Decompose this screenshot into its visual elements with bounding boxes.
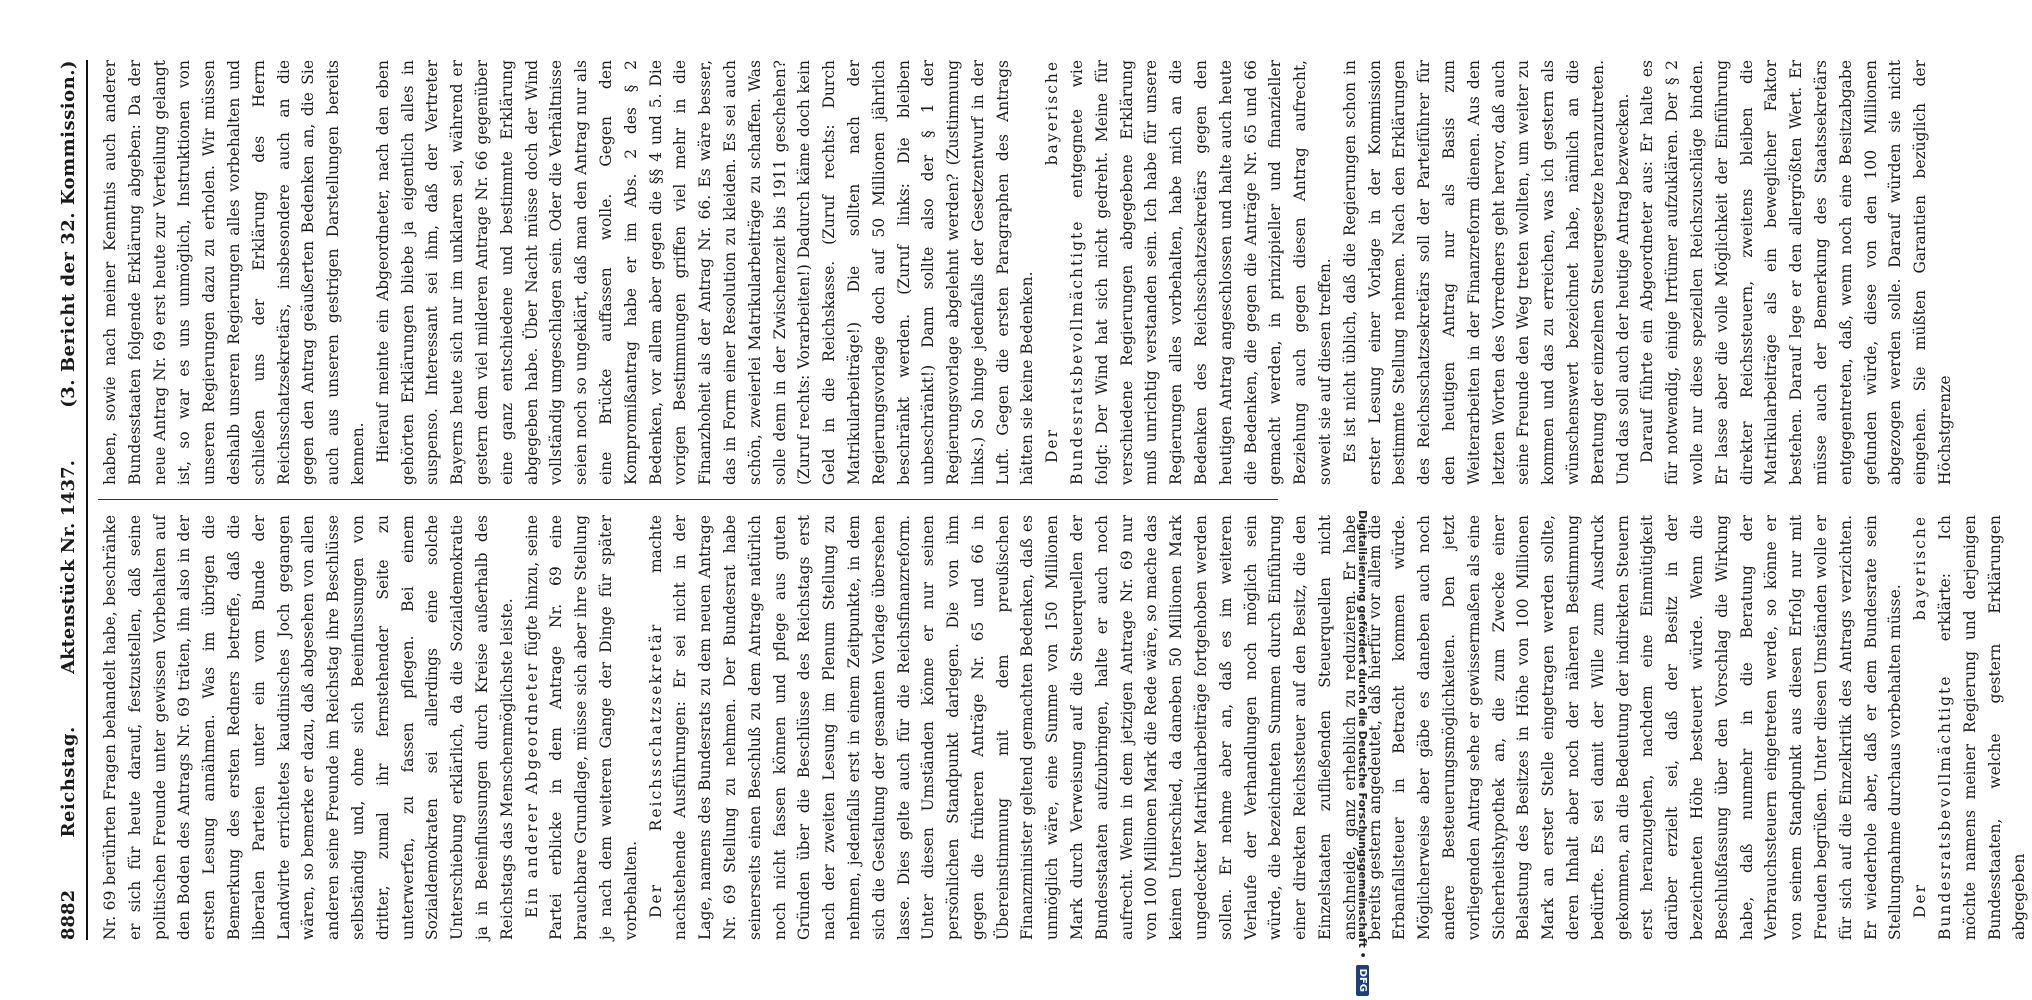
paragraph <box>1635 60 1957 485</box>
paragraph-text: erklärte: Ich möchte namens meiner Regierung und derjenigen Bundesstaaten, welche gestern Erklärungen abgegeben <box>1935 515 2029 940</box>
paragraph: Es ist nicht üblich, daß die Regierungen schon in erster Lesung einer Vorlage in der Kommission bestimmte Stellung nehmen. Nach den Erklärungen des Reichsschatzsekretärs soll der Parteiführer für den heutigen Antrag nur als Basis zum Weiterarbeiten in der Finanzreform dienen. Aus den letzten Worten des Vorredners geht hervor, daß auch seine Freunde den Weg treten wollten, um weiter zu kommen und das zu erreichen, was ich gestern als wünschenswert bezeichnet habe, nämlich an die Beratung der einzelnen Steuergesetze heranzutreten. Und das soll auch der heutige Antrag bezwecken. <box>1340 60 1632 485</box>
paragraph: Hierauf meinte ein Abgeordneter, nach den eben gehörten Erklärungen bliebe ja eigentlich alles in suspenso. Interessant sei ihm, daß der Vertreter Bayerns heute sich nur im unklaren sei, während er gestern dem viel milderen Antrage Nr. 66 gegenüber eine ganz entschiedene und bestimmte Erklärung abgegeben habe. Über Nacht müsse doch der Wind vollständig umgeschlagen sein. Oder die Verhältnisse seien noch so ungeklärt, daß man den Antrag nur als eine Brücke auffassen wolle. Gegen den Kompromißantrag habe er im Abs. 2 des § 2 Bedenken, vor allem aber gegen die §§ 4 und 5. Die vorigen Bestimmungen griffen viel mehr in die Finanzhoheit als der Antrag Nr. 66. Es wäre besser, das in Form einer Resolution zu kleiden. Es sei auch schön, zweierlei Matrikularbeiträge zu schaffen. Was solle denn in der Zwischenzeit bis 1911 geschehen? (Zuruf rechts: Vorarbeiten!) Dadurch käme doch kein Geld in die Reichskasse. (Zuruf rechts: Durch Matrikularbeiträge!) Die sollten nach der Regierungsvorlage doch auf 50 Millionen jährlich beschränkt werden. (Zuruf links: Die bleiben unbeschränkt!) Dann sollte also der § 1 der Regierungsvorlage abgelehnt werden? (Zustimmung links.) So hinge jedenfalls der Gesetzentwurf in der Luft. Gegen die ersten Paragraphen des Antrags hätten sie keine Bedenken. <box>373 60 1037 485</box>
dfg-logo: DFG <box>1357 965 1370 996</box>
speaker: Der bayerische Bundesratsbevollmächtigte <box>1043 60 1087 485</box>
paragraph-text: machte nachstehende Ausführungen: Er sei nicht in der Lage, namens des Bundesrats zu dem neuen Antrage Nr. 69 Stellung zu nehmen. Der Bundesrat habe seinerseits einen Beschluß zu dem Antrage natürlich noch nicht fassen können und pflege aus guten Gründen über die Beschlüsse des Reichstags erst nach der zweiten Lesung im Plenum Stellung zu nehmen, jedenfalls erst in einem Zeitpunkte, in dem sich die Gestaltung der gesamten Vorlage übersehen lasse. Dies gelte auch für die Reichsfinanzreform. Unter diesen Umständen könne er nur seinen persönlichen Standpunkt darlegen. Die von ihm gegen die früheren Anträge Nr. 65 und 66 in Übereinstimmung mit dem preußischen Finanzminister geltend gemachten Bedenken, daß es unmöglich wäre, eine Summe von 150 Millionen Mark durch Verweisung auf die Steuerquellen der Bundesstaaten aufzubringen, halte er auch noch aufrecht. Wenn in dem jetzigen Antrage Nr. 69 nur von 100 Millionen Mark die Rede wäre, so mache das keinen Unterschied, da daneben 50 Millionen Mark ungedeckter Matrikularbeiträge fortgehoben werden sollen. Er nehme aber an, daß es im weiteren Verlaufe der Verhandlungen noch möglich sein würde, die bezeichneten Summen durch Einführung einer direkten Reichssteuer auf den Besitz, die den Einzelstaaten zufließenden Steuerquellen nicht anschneide, ganz erheblich zu reduzieren. Er habe bereits gestern angedeutet, daß hierfür vor allem die Erbanfallsteuer in Betracht kommen würde. Möglicherweise aber gäbe es daneben auch noch andere Besteuerungsmöglichkeiten. Den jetzt vorliegenden Antrag sehe er gewissermaßen als eine Sicherheitshypothek an, die zum Zwecke einer Belastung des Besitzes in Höhe von 100 Millionen Mark an erster Stelle eingetragen werden sollte, deren Inhalt aber noch der näheren Bestimmung bedürfte. Es sei damit der Wille zum Ausdruck gekommen, an die Bedeutung der indirekten Steuern erst heranzugehen, nachdem eine Einmütigkeit darüber erzielt sei, daß der Besitz in der bezeichneten Höhe besteuert würde. Wenn die Beschlußfassung über den Vorschlag die Wirkung habe, daß nunmehr in die Beratung der Verbrauchssteuern eingetreten werde, so könne er von seinem Standpunkt aus diesen Erfolg nur mit Freuden begrüßen. Unter diesen Umständen wolle er für sich auf die Einzelkritik des Antrags verzichten. Er wiederhole aber, daß er dem Bundesrate sein Stellungnahme durchaus vorbehalten müsse. <box>646 515 1905 940</box>
paragraph-text: Er halte es für notwendig, einige Irrtümer aufzuklären. Der § 2 wolle nur diese speziellen Reichszuschläge binden. Er lasse aber die volle Möglichkeit der Einführung direkter Reichssteuern, zweitens bleiben die Matrikularbeiträge als ein beweglicher Faktor bestehen. Darauf lege er den allergrößten Wert. Er müsse auch der Bemerkung des Staatssekretärs entgegentreten, daß, wenn noch eine Besitzabgabe gefunden würde, diese von den 100 Millionen abgezogen werden solle. Darauf würden sie nicht eingehen. Sie müßten Garantien bezüglich der Höchstgrenze <box>1638 60 1954 485</box>
digitization-credit <box>1351 6 1375 996</box>
header-document-number: Aktenstück Nr. 1437. <box>58 460 79 674</box>
paragraph: haben, sowie nach meiner Kenntnis auch anderer Bundesstaaten folgende Erklärung abgeben: Da der neue Antrag Nr. 69 erst heute zur Verteilung gelangt ist, so war es uns unmöglich, Instruktionen von unseren Regierungen dazu zu erholen. Wir müssen deshalb unseren Regierungen alles vorbehalten und schließen uns der Erklärung des Herrn Reichsschatzsekretärs, insbesondere auch an die gegen den Antrag geäußerten Bedenken an, die Sie auch aus unseren gestrigen Darstellungen bereits kennen. <box>101 60 367 485</box>
paragraph-text: fügte hinzu, seine Partei erblicke in dem Antrage Nr. 69 eine brauchbare Grundlage, müsse sich aber ihre Stellung je nach dem weiteren Gange der Dinge für später vorbehalten. <box>522 515 640 940</box>
speaker: Darauf führte ein Abgeordneter aus: <box>1638 161 1657 463</box>
speaker: Ein anderer Abgeordneter <box>522 661 541 918</box>
paragraph <box>644 515 1909 940</box>
paragraph <box>1040 60 1338 485</box>
speaker: Der Reichsschatzsekretär <box>646 622 665 918</box>
right-column <box>98 60 2032 485</box>
left-column <box>98 515 2032 940</box>
paragraph <box>520 515 644 940</box>
page-header <box>58 60 88 940</box>
paragraph <box>1908 515 2032 940</box>
header-left-title: Reichstag. <box>58 726 79 838</box>
speaker: Der bayerische Bundesratsbevollmächtigte <box>1911 515 1954 940</box>
paragraph: Nr. 69 berührten Fragen behandelt habe, beschränke er sich für heute darauf, festzustellen, daß seine politischen Freunde unter gewissen Vorbehalten auf den Boden des Antrags Nr. 69 träten, ihn also in der ersten Lesung annähmen. Was im übrigen die Bemerkung des ersten Redners betreffe, daß die liberalen Parteien unter ein vom Bunde der Landwirte errichtetes kaudinisches Joch gegangen wären, so bemerke er dazu, daß abgesehen von allen anderen seine Freunde im Reichstag ihre Beschlüsse selbständig und, ohne sich Beeinflussungen von dritter, zumal ihr fernstehender Seite zu unterwerfen, zu fassen pflegen. Bei einem Sozialdemokraten sei allerdings eine solche Unterschiebung erklärlich, da die Sozialdemokratie ja in Beeinflussungen durch Kreise außerhalb des Reichstags das Menschenmöglichste leiste. <box>101 515 516 940</box>
page-number: 8882 <box>58 889 79 940</box>
header-report-title: (3. Bericht der 32. Kommission.) <box>58 60 79 408</box>
paragraph-text: entgegnete wie folgt: Der Wind hat sich nicht gedreht. Meine für verschiedene Regierungen abgegebene Erklärung muß unrichtig verstanden sein. Ich habe für unsere Regierungen alles vorbehalten, habe mich an die Bedenken des Reichsschatzsekretärs gegen den heutigen Antrag angeschlossen und halte auch heute die Bedenken, die gegen die Anträge Nr. 65 und 66 gemacht werden, in prinzipieller und finanzieller Beziehung auch gegen diesen Antrag aufrecht, soweit sie auf diesen treffen. <box>1068 60 1335 485</box>
digitization-credit-text: Digitalisierung gefördert durch die Deutsche Forschungsgemeinschaft • <box>1356 510 1370 959</box>
